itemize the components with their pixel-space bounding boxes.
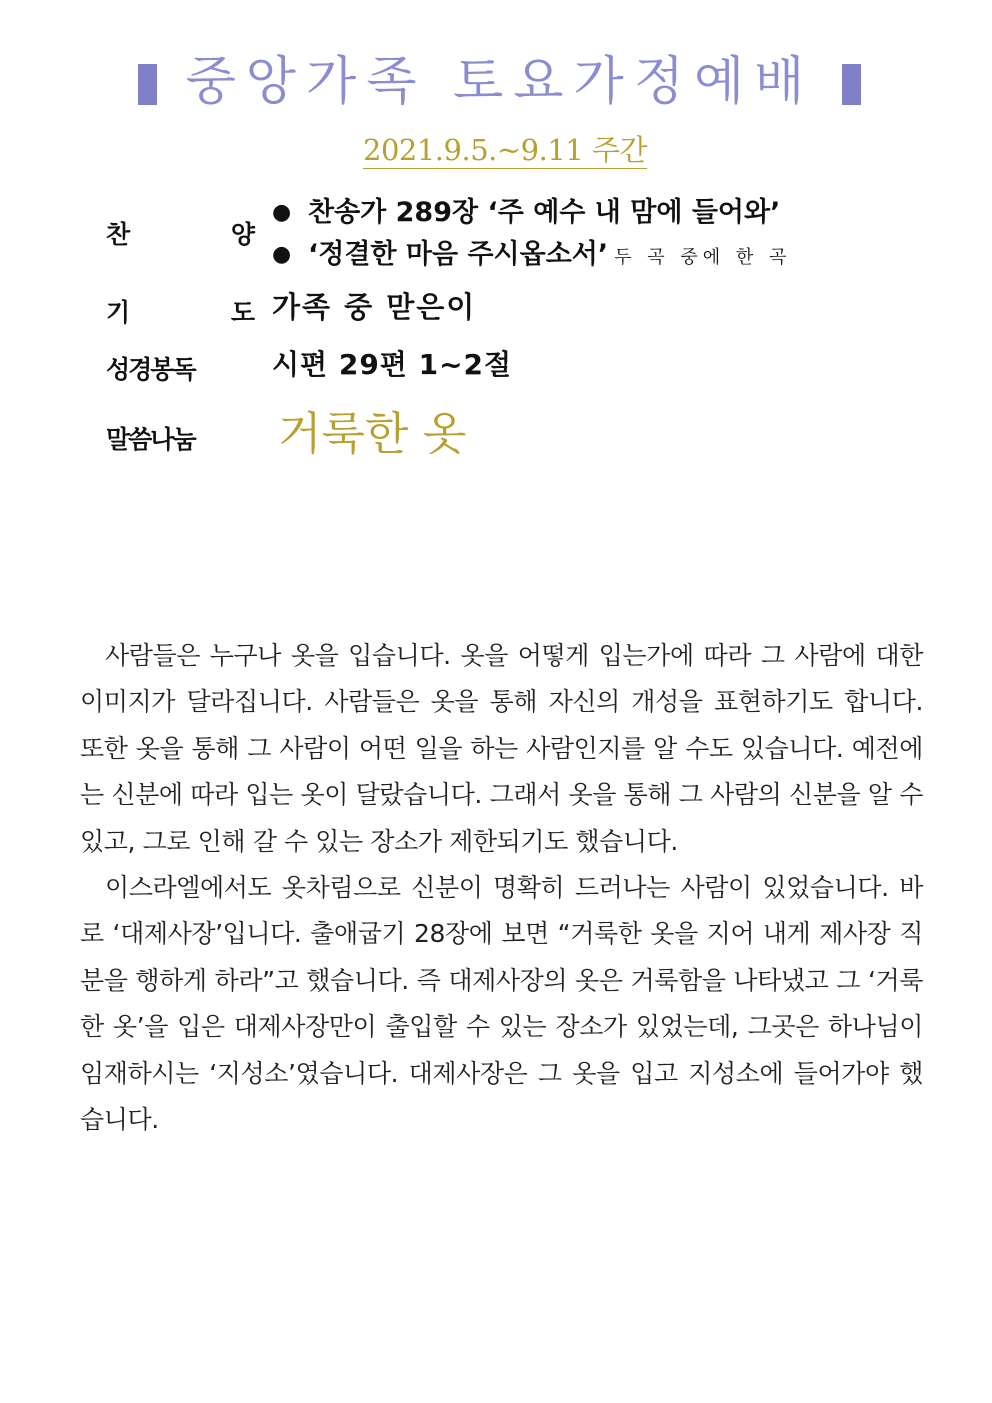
scripture-label: 성경봉독 xyxy=(106,355,195,384)
sermon-body xyxy=(80,633,923,1143)
date-range xyxy=(0,130,992,170)
date-range-text: 2021.9.5.~9.11 주간 xyxy=(363,133,647,167)
body-paragraph-1: 사람들은 누구나 옷을 입습니다. 옷을 어떻게 입는가에 따라 그 사람에 대한 이미지가 달라집니다. 사람들은 옷을 통해 자신의 개성을 표현하기도 합니다. 또한 옷을 통해 그 사람이 어떤 일을 하는 사람인지를 알 수도 있습니다. 예전에는 신분에 따라 입는 옷이 달랐습니다. 그래서 옷을 통해 그 사람의 신분을 알 수 있고, 그로 인해 갈 수 있는 장소가 제한되기도 했습니다. xyxy=(80,641,923,856)
hymn-song-2-text: ‘정결한 마음 주시옵소서’ xyxy=(308,239,609,270)
title-bar-left xyxy=(138,64,157,105)
hymn-label: 찬 양 xyxy=(106,220,302,249)
prayer-label: 기 도 xyxy=(106,298,302,327)
prayer-value: 가족 중 맏은이 xyxy=(272,290,477,324)
sermon-label: 말씀나눔 xyxy=(106,425,195,454)
scripture-value: 시편 29편 1~2절 xyxy=(272,348,513,381)
body-paragraph-2: 이스라엘에서도 옷차림으로 신분이 명확히 드러나는 사람이 있었습니다. 바로 ‘대제사장’입니다. 출애굽기 28장에 보면 “거룩한 옷을 지어 내게 제사장 직분을 행하게 하라”고 했습니다. 즉 대제사장의 옷은 거룩함을 나타냈고 그 ‘거룩한 옷’을 입은 대제사장만이 출입할 수 있는 장소가 있었는데, 그곳은 하나님이 임재하시는 ‘지성소’였습니다. 대제사장은 그 옷을 입고 지성소에 들어가야 했습니다. xyxy=(80,873,923,1135)
bullet-icon: ● xyxy=(272,200,292,225)
hymn-note: 두 곡 중에 한 곡 xyxy=(614,247,792,268)
hymn-song-1-text: 찬송가 289장 ‘주 예수 내 맘에 들어와’ xyxy=(308,197,781,228)
bullet-icon: ● xyxy=(272,242,292,267)
hymn-song-2 xyxy=(272,235,791,278)
title-bar-right xyxy=(842,64,861,105)
sermon-title: 거룩한 옷 xyxy=(278,407,467,460)
page-title-row xyxy=(0,44,992,124)
hymn-song-1 xyxy=(272,193,780,233)
page-title: 중앙가족 토요가정예배 xyxy=(185,52,815,112)
